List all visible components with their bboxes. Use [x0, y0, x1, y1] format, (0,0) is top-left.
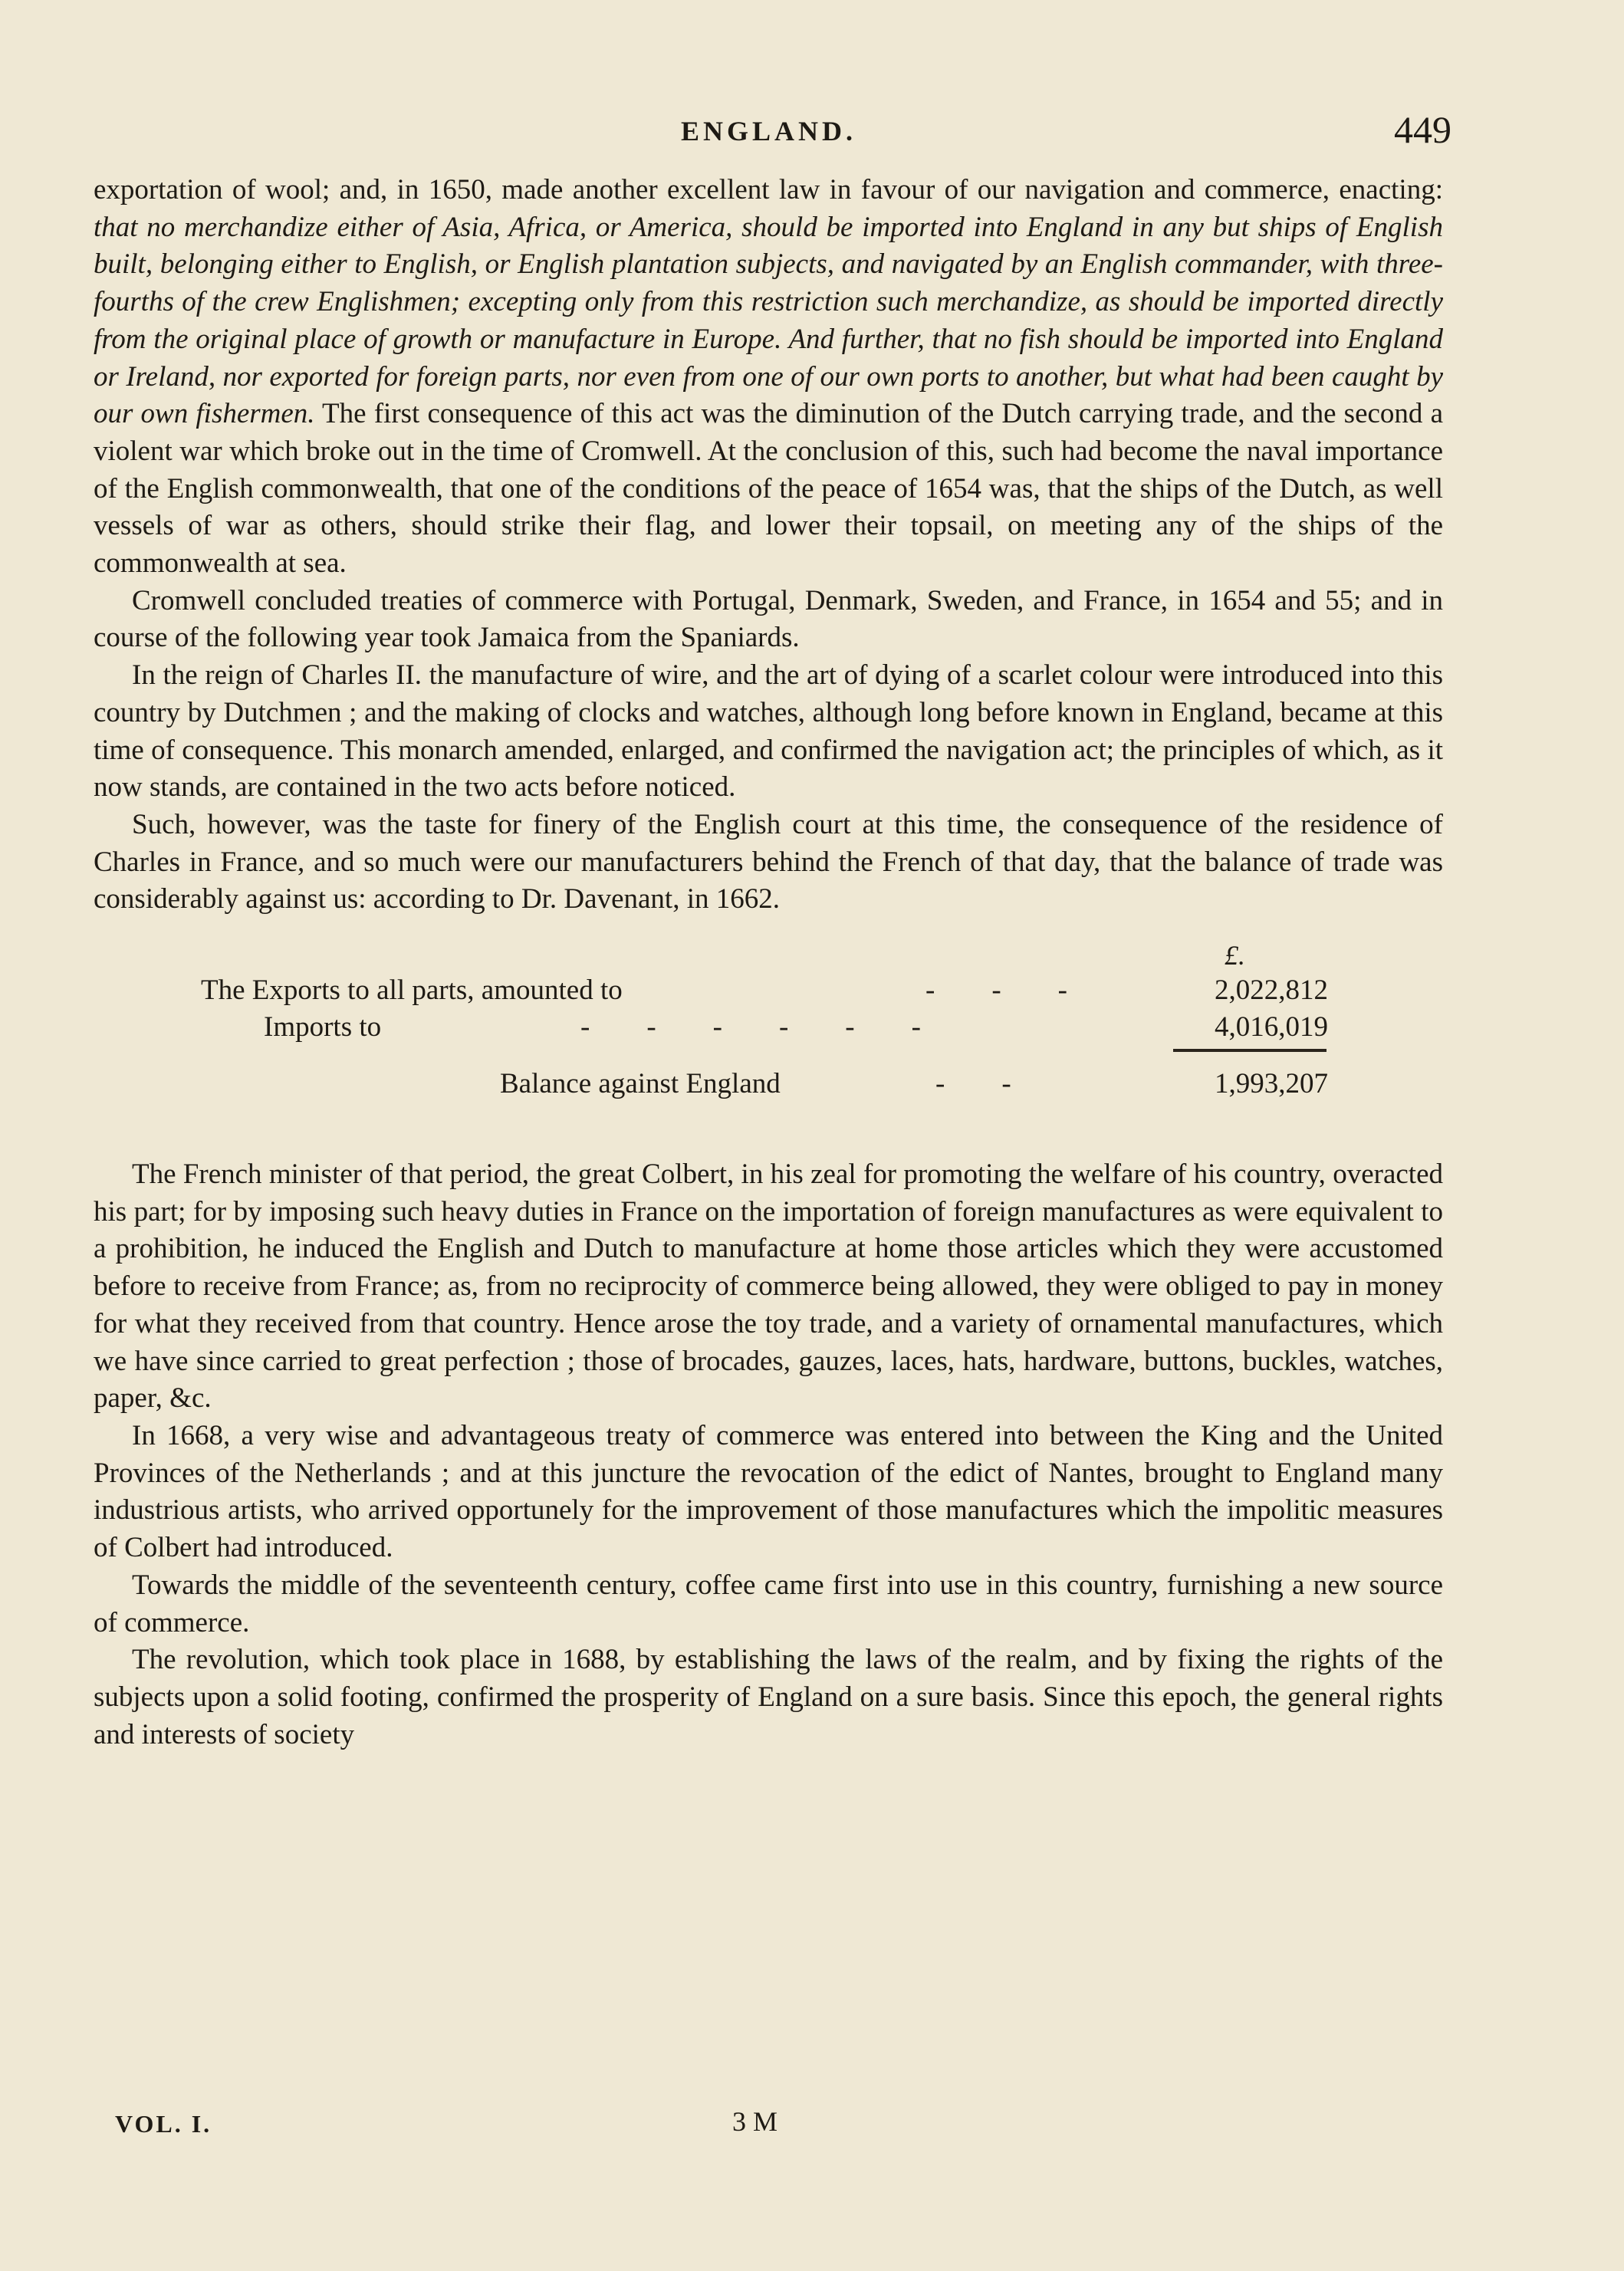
volume-mark: VOL. I.	[115, 2110, 212, 2138]
row-amount: 4,016,019	[1215, 1011, 1328, 1043]
row-label: Imports to	[264, 1011, 382, 1043]
text-segment: The first consequence of this act was the diminution of the Dutch carrying trade, and the second a violent war which broke out in the time of Cromwell. At the conclusion of this, such had become the naval importance of the English commonwealth, that one of the conditions of the peace of 1654 was, that the ships of the Dutch, as well vessels of war as others, should strike their flag, and lower their topsail, on meeting any of the ships of the commonwealth at sea.	[94, 398, 1444, 580]
row-label: The Exports to all parts, amounted to	[201, 974, 623, 1007]
row-label: Balance against England	[500, 1068, 781, 1100]
row-amount: 1,993,207	[1215, 1068, 1328, 1100]
leader-dashes: - - -	[925, 974, 1067, 1007]
paragraph-colbert: The French minister of that period, the great Colbert, in his zeal for promoting the welfare of his country, overacted his part; for by imposing such heavy duties in France on the importation of foreign manufactures as were equivalent to a prohibition, he induced the English and Dutch to manufacture at home those articles which they were accustomed before to receive from France; as, from no reciprocity of commerce being allowed, they were obliged to pay in money for what they received from that country. Hence arose the toy trade, and a variety of ornamental manufactures, which we have since carried to great perfection ; those of brocades, gauzes, laces, hats, hardware, buttons, buckles, watches, paper, &c.	[94, 1159, 1443, 1415]
currency-symbol: £.	[1225, 940, 1245, 971]
paragraph-charles-ii: In the reign of Charles II. the manufacture of wire, and the art of dying of a scarlet colour were introduced into this country by Dutchmen ; and the making of clocks and watches, although long before known in England, became at this time of consequence. This monarch amended, enlarged, and confirmed the navigation act; the principles of which, as it now stands, are contained in the two acts before noticed.	[94, 659, 1443, 804]
trade-balance-table	[94, 926, 1443, 1156]
table-row-exports	[94, 972, 1443, 1009]
paragraph-navigation-law	[94, 172, 1443, 583]
sum-rule	[1173, 1049, 1326, 1052]
body-text	[94, 172, 1443, 1753]
running-title: ENGLAND.	[681, 116, 857, 146]
page-footer	[0, 2106, 1624, 2148]
paragraph-balance-of-trade: Such, however, was the taste for finery of the English court at this time, the consequence of the residence of Charles in France, and so much were our manufacturers behind the French of that day, that the balance of trade was considerably against us: according to Dr. Davenant, in 1662.	[94, 808, 1443, 915]
table-row-imports	[94, 1009, 1443, 1046]
paragraph-cromwell-treaties: Cromwell concluded treaties of commerce with Portugal, Denmark, Sweden, and France, in 1654 and 55; and in course of the following year took Jamaica from the Spaniards.	[94, 584, 1443, 654]
text-segment: exportation of wool; and, in 1650, made another excellent law in favour of our navigation and commerce, enacting:	[94, 174, 1443, 205]
paragraph-coffee: Towards the middle of the seventeenth century, coffee came first into use in this country, furnishing a new source of commerce.	[94, 1569, 1443, 1638]
italic-quotation: that no merchandize either of Asia, Africa, or America, should be imported into England in any but ships of English built, belonging either to English, or English plantation subjects, and navigated by an English commander, with three-fourths of the crew Englishmen; excepting only from this restriction such merchandize, as should be imported directly from the original place of growth or manufacture in Europe. And further, that no fish should be imported into England or Ireland, nor exported for foreign parts, nor even from one of our own ports to another, but what had been caught by our own fishermen.	[94, 211, 1443, 430]
paragraph-treaty-1668: In 1668, a very wise and advantageous treaty of commerce was entered into between the King and the United Provinces of the Netherlands ; and at this juncture the revocation of the edict of Nantes, brought to England many industrious artists, who arrived opportunely for the improvement of those manufactures which the impolitic measures of Colbert had introduced.	[94, 1419, 1443, 1564]
leader-dashes: - -	[935, 1068, 1011, 1100]
paragraph-revolution: The revolution, which took place in 1688, by establishing the laws of the realm, and by fixing the rights of the subjects upon a solid footing, confirmed the prosperity of England on a sure basis. Since this epoch, the general rights and interests of society	[94, 1644, 1443, 1750]
leader-dashes: - - - - - -	[580, 1011, 921, 1043]
page-number: 449	[1394, 108, 1451, 151]
table-row-balance	[94, 1066, 1443, 1103]
row-amount: 2,022,812	[1215, 974, 1328, 1007]
running-head	[0, 107, 1624, 153]
signature-mark: 3 M	[732, 2106, 778, 2137]
